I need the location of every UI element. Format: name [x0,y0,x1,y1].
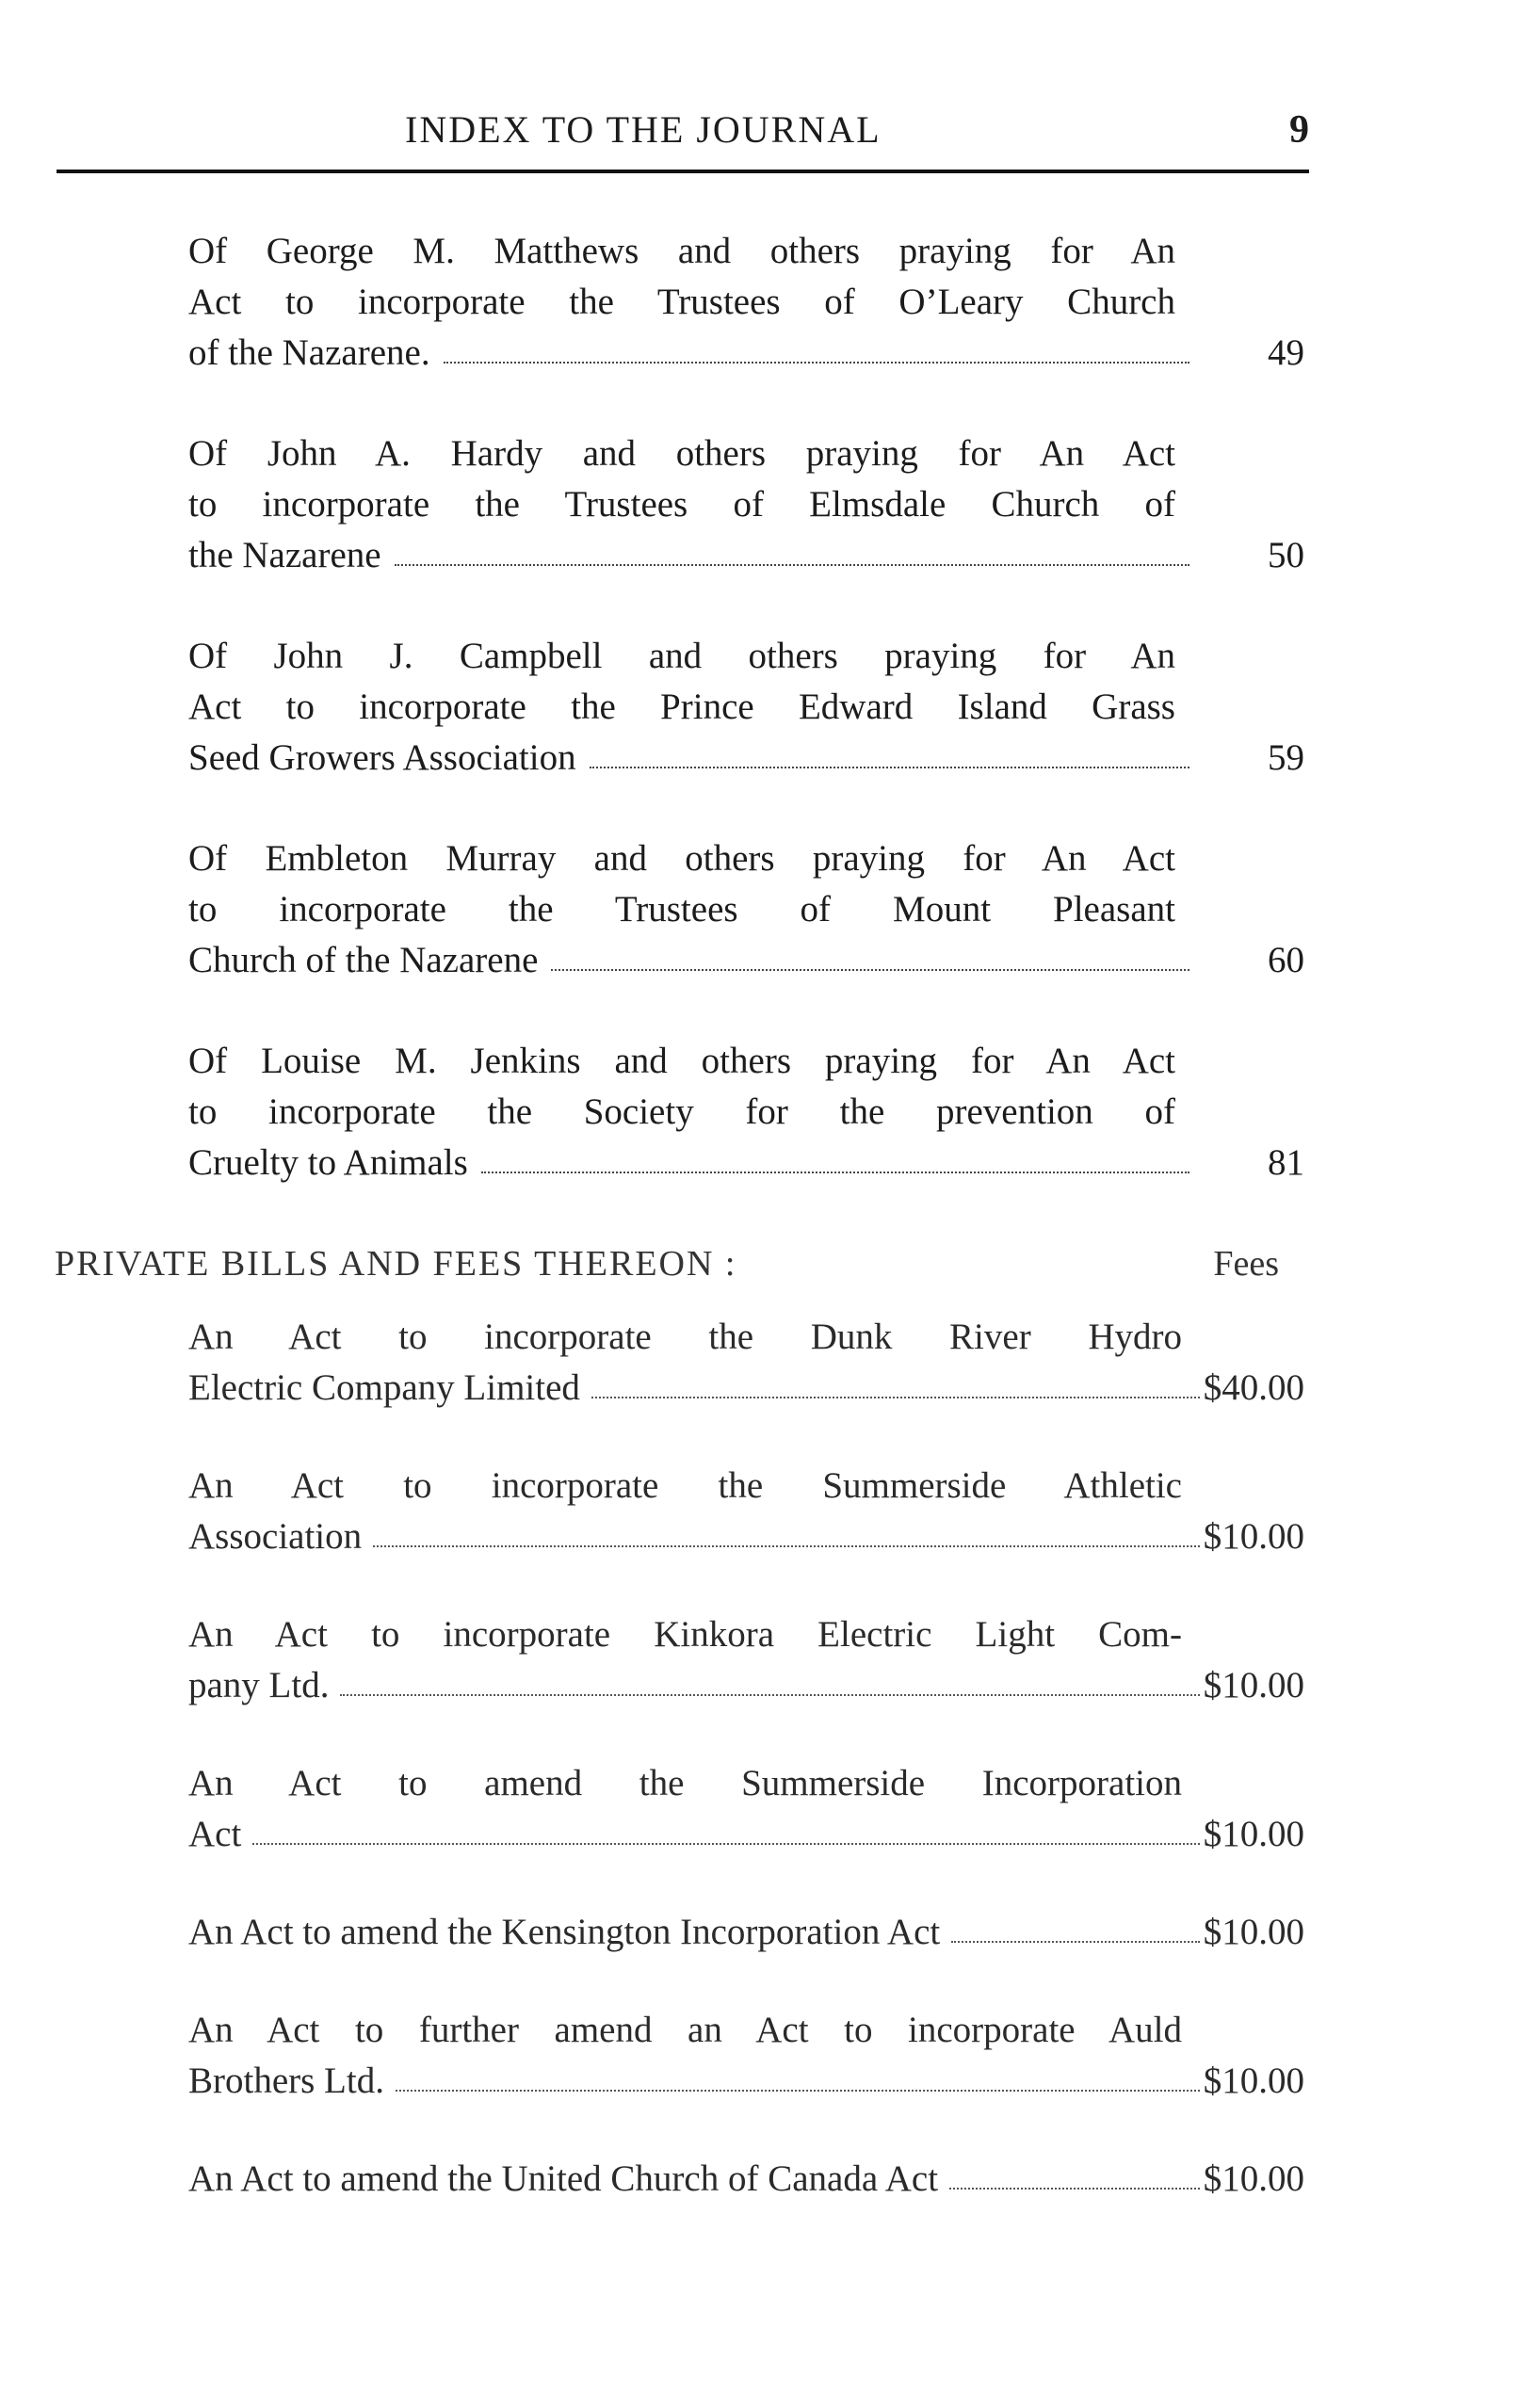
bill-last-line [188,2056,1304,2107]
entry-last-line [188,935,1304,986]
bill-entry [188,2005,1304,2107]
bill-text: pany Ltd. [188,1665,330,1705]
bill-last-line [188,1907,1304,1958]
bill-line: An Act to incorporate Kinkora Electric Light Com- [188,1614,1182,1655]
petition-entry [188,631,1304,784]
bill-entry [188,2154,1304,2205]
entry-last-line [188,1138,1304,1188]
bill-text: Brothers Ltd. [188,2061,384,2101]
entry-line: Of Louise M. Jenkins and others praying for An Act [188,1041,1175,1081]
bill-text: An Act to amend the Kensington Incorporation Act [188,1912,941,1952]
bill-line: An Act to incorporate the Dunk River Hydro [188,1317,1182,1357]
entry-last-line [188,328,1304,379]
entry-line: Act to incorporate the Prince Edward Island Grass [188,687,1175,727]
dot-leader [396,2090,1200,2092]
petition-entry [188,833,1304,986]
page-reference: 49 [1268,332,1304,373]
bill-fee: $10.00 [1203,1516,1304,1557]
entry-last-line [188,530,1304,581]
bill-text: Association [188,1516,363,1557]
dot-leader [481,1172,1189,1173]
page-title: INDEX TO THE JOURNAL [405,108,882,151]
entry-line: Of Embleton Murray and others praying for An Act [188,838,1175,879]
bill-last-line [188,1363,1304,1414]
bill-fee: $40.00 [1203,1367,1304,1408]
dot-leader [252,1843,1199,1845]
entry-text: Seed Growers Association [188,737,576,778]
dot-leader [949,2188,1200,2190]
entry-text: Church of the Nazarene [188,940,539,980]
dot-leader [373,1545,1200,1547]
page-reference: 59 [1268,737,1304,778]
bill-entry [188,1609,1304,1711]
header-rule [57,170,1309,173]
dot-leader [340,1694,1199,1696]
bill-entry [188,1312,1304,1414]
bill-fee: $10.00 [1203,2061,1304,2101]
entry-text: the Nazarene [188,535,381,575]
entry-line: Of George M. Matthews and others praying for An [188,231,1175,271]
bill-line: An Act to incorporate the Summerside Athletic [188,1465,1182,1506]
petition-entry [188,1036,1304,1188]
bill-fee: $10.00 [1203,1912,1304,1952]
dot-leader [590,767,1189,768]
bill-fee: $10.00 [1203,1814,1304,1854]
petition-list [188,226,1304,1238]
entry-text: Cruelty to Animals [188,1142,468,1183]
bill-last-line [188,1660,1304,1711]
section-title: PRIVATE BILLS AND FEES THEREON : [55,1244,737,1284]
dot-leader [551,969,1189,971]
running-head [57,105,1309,154]
entry-line: Of John A. Hardy and others praying for An Act [188,433,1175,474]
bill-text: Act [188,1814,242,1854]
dot-leader [395,564,1189,566]
petition-entry [188,428,1304,581]
dot-leader [591,1397,1200,1398]
bill-last-line [188,1511,1304,1562]
bill-entry [188,1758,1304,1860]
entry-line: to incorporate the Trustees of Elmsdale Church of [188,484,1175,525]
entry-line: to incorporate the Trustees of Mount Pleasant [188,889,1175,929]
entry-line: Act to incorporate the Trustees of O’Leary Church [188,282,1175,322]
private-bill-list [188,1312,1304,2252]
bill-text: An Act to amend the United Church of Canada Act [188,2158,939,2199]
bill-fee: $10.00 [1203,2158,1304,2199]
bill-fee: $10.00 [1203,1665,1304,1705]
entry-last-line [188,733,1304,784]
entry-text: of the Nazarene. [188,332,430,373]
bill-last-line [188,1809,1304,1860]
bill-line: An Act to further amend an Act to incorporate Auld [188,2010,1182,2050]
entry-line: Of John J. Campbell and others praying for An [188,636,1175,676]
section-heading [55,1236,1279,1292]
bill-last-line [188,2154,1304,2205]
bill-line: An Act to amend the Summerside Incorporation [188,1763,1182,1803]
bill-entry [188,1461,1304,1562]
page-reference: 60 [1268,940,1304,980]
page-number: 9 [1289,108,1309,152]
bill-text: Electric Company Limited [188,1367,580,1408]
dot-leader [444,362,1189,364]
entry-line: to incorporate the Society for the prevention of [188,1091,1175,1132]
page-reference: 81 [1268,1142,1304,1183]
page-reference: 50 [1268,535,1304,575]
bill-entry [188,1907,1304,1958]
dot-leader [951,1941,1200,1943]
petition-entry [188,226,1304,379]
fees-column-label: Fees [1213,1244,1279,1284]
